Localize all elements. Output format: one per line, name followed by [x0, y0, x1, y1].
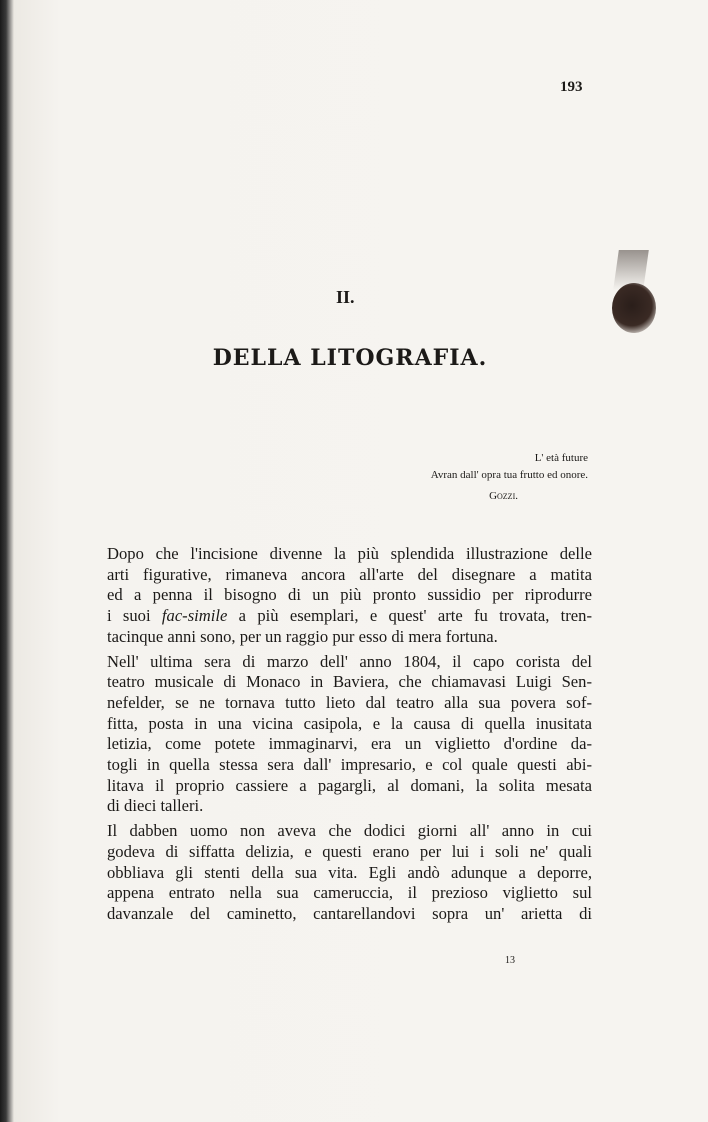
text-line: Il dabben uomo non aveva che dodici giorni all' anno in cui	[107, 821, 592, 841]
text-line: tacinque anni sono, per un raggio pur esso di mera fortuna.	[107, 626, 498, 646]
text-line: fitta, posta in una vicina casipola, e la causa di quella inusitata	[107, 713, 592, 733]
text-line: Nell' ultima sera di marzo dell' anno 1804, il capo corista del	[107, 651, 592, 671]
paragraph-1	[102, 544, 592, 648]
text-line: ed a penna il bisogno di un più pronto sussidio per riprodurre	[107, 585, 592, 605]
epigraph-author: Gozzi.	[489, 490, 518, 502]
page-number: 193	[560, 79, 583, 95]
signature-mark: 13	[505, 955, 515, 966]
body-text	[102, 544, 592, 929]
text-line: obbliava gli stenti della sua vita. Egli andò adunque a deporre,	[107, 862, 592, 882]
text-line: i suoi fac-simile a più esemplari, e quest' arte fu trovata, tren-	[107, 606, 592, 626]
text-line: appena entrato nella sua cameruccia, il prezioso viglietto sul	[107, 883, 592, 903]
text-line: teatro musicale di Monaco in Baviera, che chiamavasi Luigi Sen-	[107, 672, 592, 692]
ink-stain	[612, 283, 656, 333]
text-line: di dieci talleri.	[107, 796, 204, 816]
epigraph-line-2: Avran dall' opra tua frutto ed onore.	[430, 469, 588, 481]
epigraph-line-1: L' età future	[534, 452, 588, 464]
text-line: Dopo che l'incisione divenne la più splendida illustrazione delle	[107, 544, 592, 563]
text-line: godeva di siffatta delizia, e questi erano per lui i soli ne' quali	[107, 841, 592, 861]
text-line: togli in quella stessa sera dall' impresario, e col quale questi abi-	[107, 755, 592, 775]
text-line: davanzale del caminetto, cantarellandovi sopra un' arietta di	[107, 903, 592, 923]
text-line: letizia, come potete immaginarvi, era un viglietto d'ordine da-	[107, 734, 592, 754]
text-line: arti figurative, rimaneva ancora all'arte del disegnare a matita	[107, 564, 592, 584]
epigraph	[431, 450, 588, 505]
chapter-number: II.	[336, 287, 355, 307]
text-line: nefelder, se ne tornava tutto lieto dal teatro alla sua povera sof-	[107, 692, 592, 712]
paragraph-3	[102, 821, 592, 925]
paragraph-2	[102, 652, 592, 818]
chapter-title: DELLA LITOGRAFIA.	[212, 345, 488, 371]
text-line: litava il proprio cassiere a pagargli, al domani, la solita mesata	[107, 775, 592, 795]
